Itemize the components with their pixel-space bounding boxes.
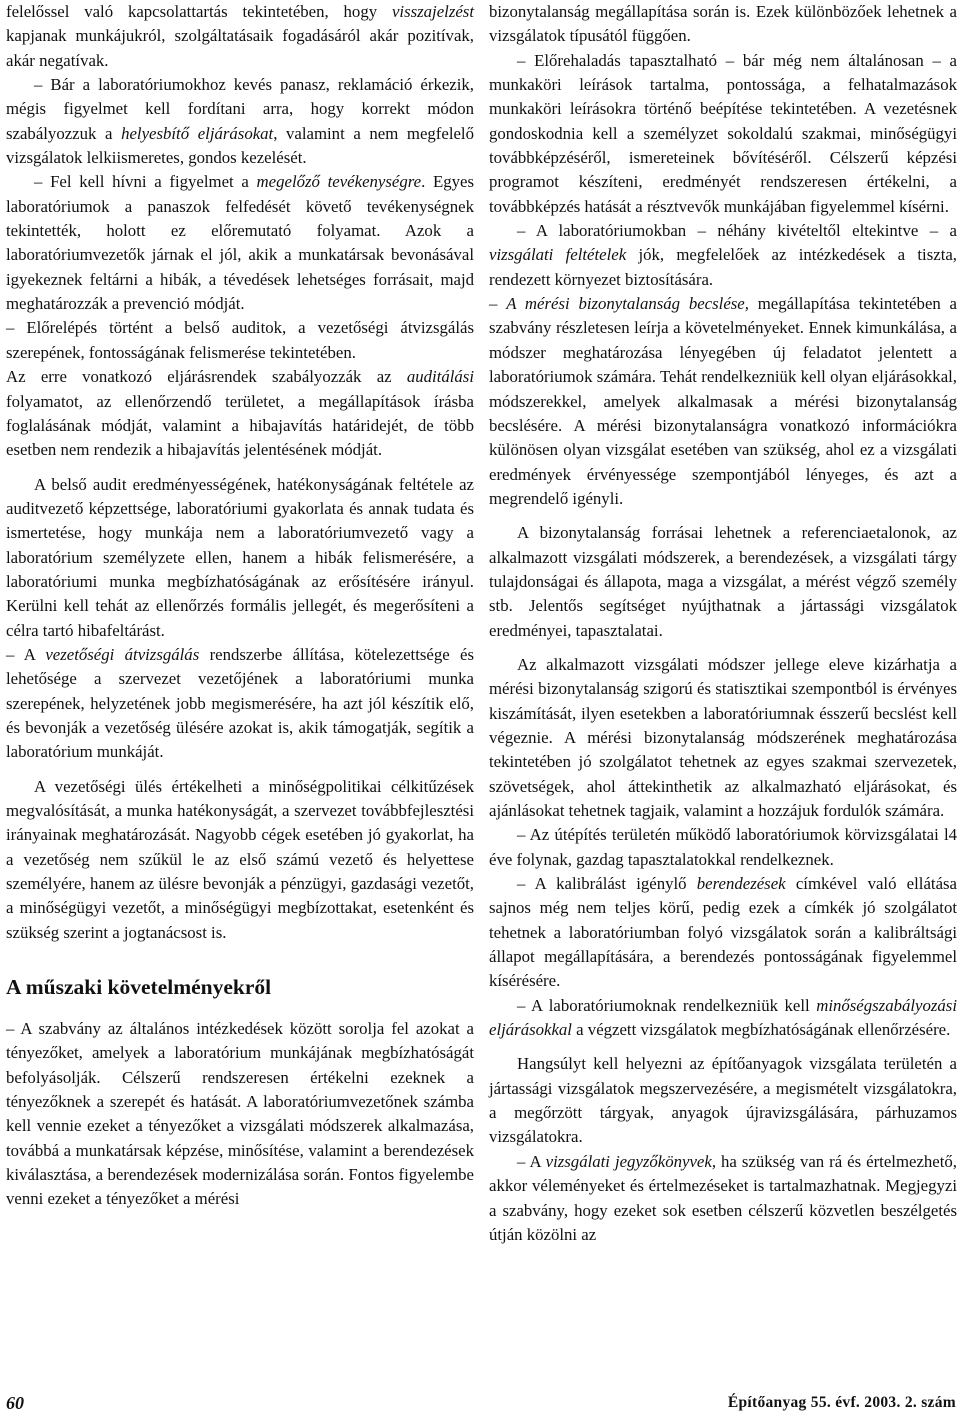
text-run: – Fel kell hívni a figyelmet a (34, 172, 257, 192)
text-run: folyamatot, az ellenőrzendő területet, a megállapítások írásba foglalásának módját, valamint a hibajavítás határidejét, de több esetben nem rendezik a hibajavítás jelentésének módját. (6, 391, 474, 460)
paragraph (6, 0, 474, 73)
paragraph (6, 73, 474, 170)
text-run: , valamint a nem megfelelő vizsgálatok lelkiismeretes, gondos kezelését. (6, 123, 474, 168)
text-run: a végzett vizsgálatok megbízhatóságának ellenőrzésére. (571, 1020, 951, 1040)
paragraph: – Előrehaladás tapasztalható – bár még nem általánosan – a munkaköri leírások tartalma, pontossága, a felhatalmazások munkaköri leírásokra történő beépítése tekintetében. A vezetésnek gondoskodnia kell a személyzet sokoldalú szakmai, minőségügyi továbbképzéséről, ismereteinek bővítéséről. Célszerű képzési programot készíteni, eredményét rendszeresen értékelni, a továbbképzés hatását a résztvevők munkájában figyelemmel kísérni. (489, 50, 957, 216)
text-run: – Bár a laboratóriumokhoz kevés panasz, reklamáció érkezik, mégis figyelmet kell fordítani arra, hogy korrekt módon szabályozzuk a (6, 75, 474, 143)
emphasis: vizsgálati jegyzőkönyvek, (545, 1151, 717, 1171)
paragraph: – Előrelépés történt a belső auditok, a vezetőségi átvizsgálás szerepének, fontosságának felismerése tekintetében. (6, 318, 474, 362)
section-heading: A műszaki követelményekről (6, 975, 272, 1000)
paragraph (489, 872, 957, 994)
paragraph (489, 994, 957, 1043)
text-run: – (489, 294, 507, 314)
paragraph (6, 365, 474, 462)
emphasis: megelőző tevékenységre (256, 172, 422, 192)
text-run: – A kalibrálást igénylő (517, 874, 697, 894)
paragraph (489, 292, 957, 511)
paragraph: Hangsúlyt kell helyezni az építőanyagok vizsgálata területén a jártassági vizsgálatok megszervezésére, a megismételt vizsgálatokra, a megőrzött tárgyak, anyagok újravizsgálására, párhuzamos vizsgálatokra. (489, 1054, 957, 1147)
text-run: címkével való ellátása sajnos még nem teljes körű, pedig ezek a címkék jó szolgálatot tehetnek a laboratóriumban folyó vizsgálatok során a kalibráltsági állapot megállapítására, a berendezés pontosságának figyelemmel kísérésére. (489, 874, 957, 991)
page-number: 60 (6, 1392, 24, 1413)
journal-citation: Építőanyag 55. évf. 2003. 2. szám (727, 1394, 956, 1411)
text-run: . Egyes laboratóriumok a panaszok felfedését követő tevékenységnek tekintették, holott ez előremutató folyamat. Azok a laboratóriumvezetők járnak el jól, akik a munkatársak bevonásával igyekeznek feltárni a hibák, a tévedések lehetséges forrásait, majd meghatározzák a prevenció módját. (6, 172, 474, 314)
right-column (489, 0, 957, 1247)
paragraph (489, 1150, 957, 1247)
text-run: – A (517, 1151, 546, 1171)
paragraph: Az alkalmazott vizsgálati módszer jellege eleve kizárhatja a mérési bizonytalanság szigorú és statisztikai szempontból is érvényes kiszámítását, ilyen esetekben a laboratóriumnak ésszerű becslést kell végeznie. A mérési bizonytalanság módszerének meghatározása tekintetében jó szolgálatot tehetnek az egyes szakmai szervezetek, szövetségek, ahol áttekinthetik az alkalmazható eljárásokat, és ajánlásokat tehetnek tagjaik, valamint a hozzájuk fordulók számára. (489, 654, 957, 820)
paragraph: – Az útépítés területén működő laboratóriumok körvizsgálatai l4 éve folynak, gazdag tapasztalatokkal rendelkeznek. (489, 825, 957, 869)
page-footer (6, 1392, 956, 1414)
text-run: – A laboratóriumoknak rendelkezniük kell (517, 995, 817, 1015)
text-run: – A (6, 644, 46, 664)
emphasis: helyesbítő eljárásokat (121, 123, 274, 143)
text-run: Az erre vonatkozó eljárásrendek szabályozzák az (6, 367, 407, 387)
text-run: jók, megfelelőek az intézkedések a tiszta, rendezett környezet biztosítására. (489, 245, 957, 289)
emphasis: auditálási (406, 367, 474, 387)
text-run: felelőssel való kapcsolattartás tekintetében, hogy (6, 2, 392, 21)
paragraph: bizonytalanság megállapítása során is. Ezek különbözőek lehetnek a vizsgálatok típusától függően. (489, 2, 957, 46)
paragraph: A vezetőségi ülés értékelheti a minőségpolitikai célkitűzések megvalósítását, a munka hatékonyságát, a szervezet továbbfejlesztési irányainak meghatározását. Nagyobb cégek esetében jó gyakorlat, ha a vezetőség nem szűkül le az első számú vezető és helyettese személyére, hanem az ülésre bevonják a pénzügyi, gazdasági vezetőt, a minőségügyi vezetőt, a minőségügyi megbízottakat, esetenként és szükség szerint a jogtanácsost is. (6, 776, 474, 942)
text-run: kapjanak munkájukról, szolgáltatásaik fogadásáról akár pozitívak, akár negatívak. (6, 26, 474, 70)
paragraph (6, 170, 474, 316)
text-run: – A laboratóriumokban – néhány kivételtől eltekintve – a (517, 221, 957, 241)
paragraph (489, 219, 957, 292)
emphasis: berendezések (696, 874, 786, 894)
emphasis: vezetőségi átvizsgálás (45, 644, 200, 664)
emphasis: A mérési bizonytalanság becslése, (506, 294, 749, 314)
paragraph: – A szabvány az általános intézkedések között sorolja fel azokat a tényezőket, amelyek a laboratórium munkájának megbízhatóságát befolyásolják. Célszerű rendszeresen értékelni ezeknek a tényezőknek a szerepét és hatását. A laboratóriumvezetőnek számba kell vennie ezeket a tényezőket a vizsgálati módszerek alkalmazása, továbbá a munkatársak képzése, minősítése, valamint a berendezések kiválasztása, a berendezések modernizálása során. Fontos figyelembe venni ezeket a tényezőket a mérési (6, 1019, 474, 1209)
paragraph: A belső audit eredményességének, hatékonyságának feltétele az auditvezető képzettsége, laboratóriumi gyakorlata és annak tudata és ismertetése, hogy munkája nem a laboratóriumvezető vagy a laboratórium személyzete ellen, hanem a hibák felismerésére, a laboratóriumi munka megbízhatóságának az erősítésére irányul. Kerülni kell tehát az ellenőrzés formális jellegét, és megerősíteni a célra tartó hibafeltárást. (6, 474, 474, 640)
paragraph: A bizonytalanság forrásai lehetnek a referenciaetalonok, az alkalmazott vizsgálati módszerek, a berendezések, a vizsgálati tárgy tulajdonságai és állapota, maga a vizsgálat, a mérést végző személy stb. Jelentős segítséget nyújthatnak a jártassági vizsgálatok eredményei, tapasztalatai. (489, 523, 957, 640)
emphasis: minőségszabályozási eljárásokkal (489, 995, 957, 1040)
left-column (6, 0, 474, 1212)
text-run: ha szükség van rá és értelmezhető, akkor véleményeket és értelmezéseket is tartalmazhatnak. Megjegyzi a szabvány, hogy ezeket sok esetben célszerű közvetlen beszélgetés útján közölni az (489, 1151, 957, 1244)
text-run: rendszerbe állítása, kötelezettsége és lehetősége a szervezet vezetőjének a laboratóriumi munka szerepének, helyzetének jobb megismerésére, ha azt jól készítik elő, és bevonják a vezetőség ülésére azokat is, akik támogatják, segítik a laboratórium munkáját. (6, 644, 474, 762)
text-run: megállapítása tekintetében a szabvány részletesen leírja a követelményeket. Ennek kimunkálása, a módszer meghatározása lényegében új feladatot jelentett a laboratóriumok számára. Tehát rendelkezniük kell olyan eljárásokkal, módszerekkel, amelyek alkalmasak a mérési bizonytalanság becslésére. A mérési bizonytalanságra vonatkozó információkra különösen olyan vizsgálat esetében van szükség, ahol ez a vizsgálati eredmények érvényessége szempontjából lényeges, és azt a megrendelő igényli. (489, 294, 958, 508)
paragraph (6, 643, 474, 765)
emphasis: visszajelzést (391, 2, 474, 21)
emphasis: vizsgálati feltételek (489, 245, 627, 265)
